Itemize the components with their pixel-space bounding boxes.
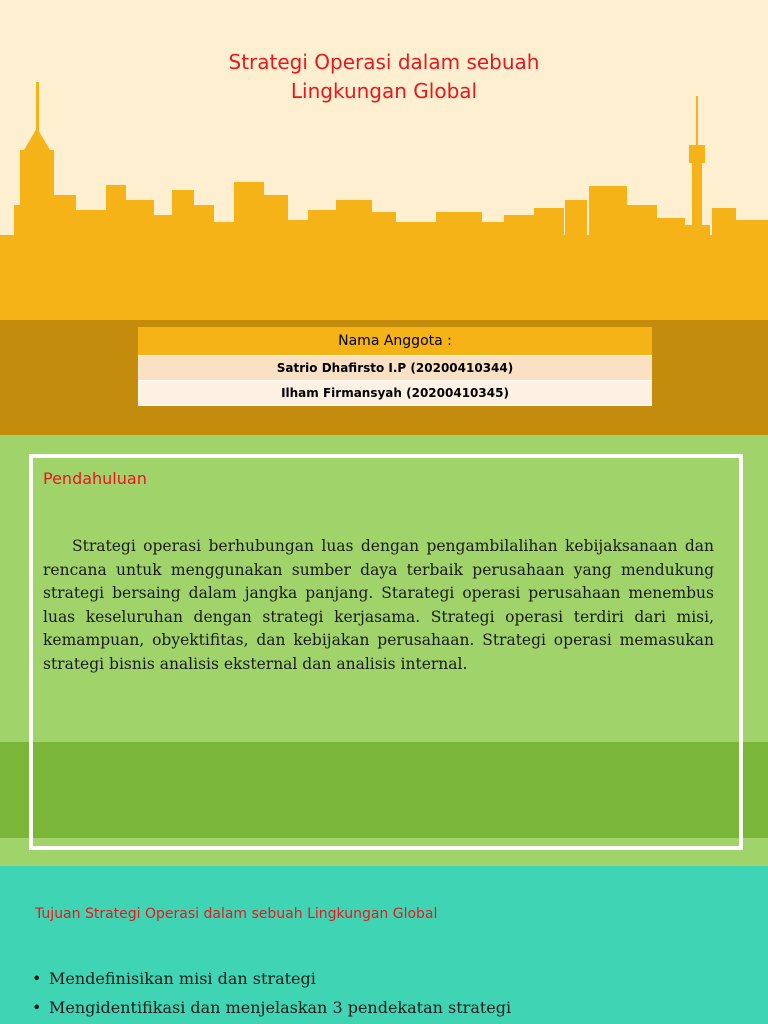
goals-slide [0,866,768,1024]
list-item-text: Mendefinisikan misi dan strategi [49,969,316,988]
bullet-icon: • [32,998,42,1017]
members-table [138,327,652,406]
intro-paragraph: Strategi operasi berhubungan luas dengan pengambilalihan kebijaksanaan dan rencana untuk menggunakan sumber daya terbaik perusahaan yang mendukung strategi bersaing dalam jangka panjang. Starategi operasi perusahaan menembus luas keseluruhan dengan strategi kerjasama. Strategi operasi terdiri dari misi, kemampuan, obyektifitas, dan kebijakan perusahaan. Strategi operasi memasukan strategi bisnis analisis eksternal dan analisis internal. [43,537,714,673]
goals-heading: Tujuan Strategi Operasi dalam sebuah Lingkungan Global [35,906,438,922]
member-row: Satrio Dhafirsto I.P (20200410344) [138,356,652,381]
cover-title-line2: Lingkungan Global [290,79,478,103]
cover-title-line1: Strategi Operasi dalam sebuah [228,50,540,74]
bullet-icon: • [32,969,42,988]
cover-title [0,48,768,106]
list-item-text: Mengidentifikasi dan menjelaskan 3 pendekatan strategi [49,998,512,1017]
members-header: Nama Anggota : [138,327,652,356]
list-item [32,993,511,1022]
list-item [32,964,511,993]
goals-list [32,964,511,1022]
cover-slide [0,0,768,435]
member-row: Ilham Firmansyah (20200410345) [138,381,652,406]
intro-slide [0,435,768,866]
intro-heading: Pendahuluan [43,469,147,488]
